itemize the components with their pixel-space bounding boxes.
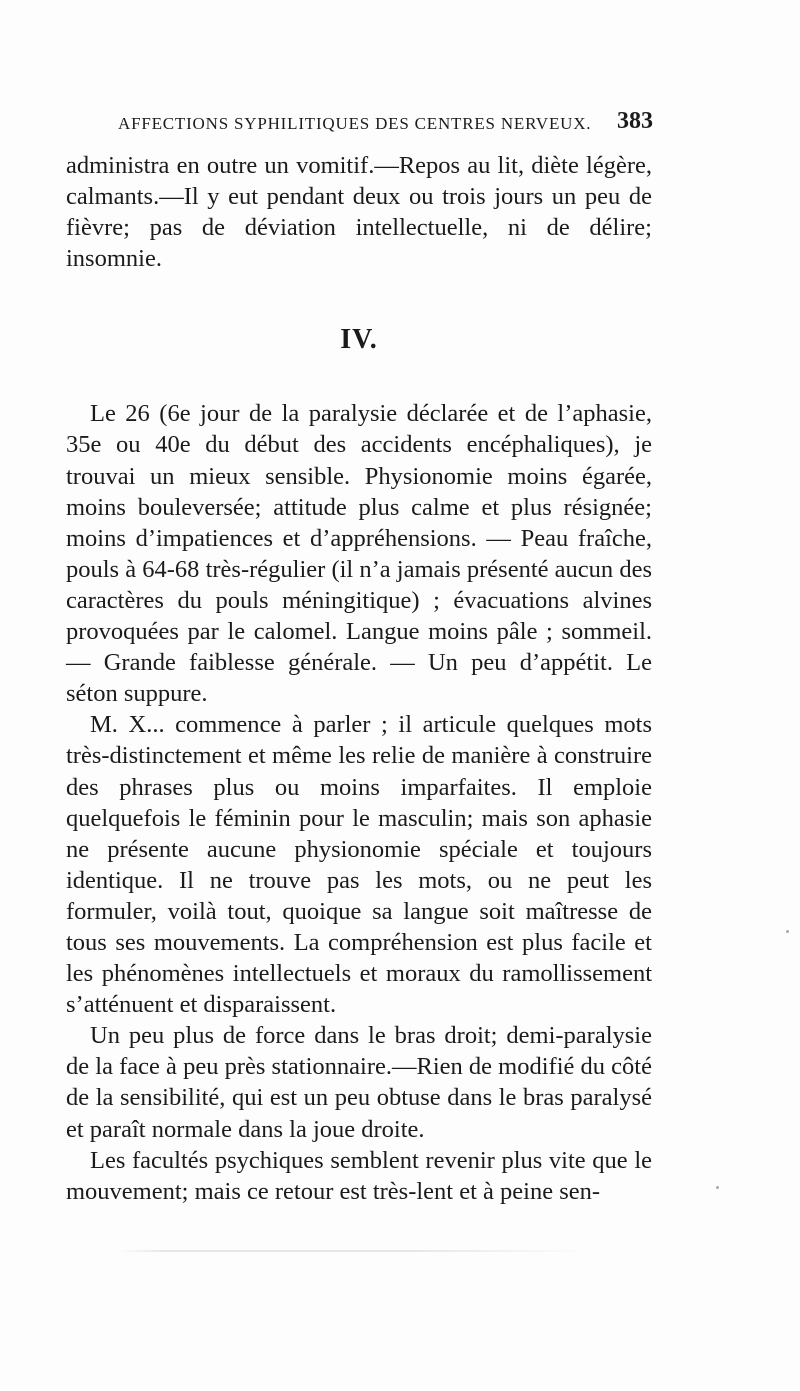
page-header xyxy=(118,108,653,142)
bleed-through-line xyxy=(120,1250,590,1252)
paragraph-3: M. X... commence à parler ; il articule quelques mots très-distinctement et même les relie de manière à construire des phrases plus ou moins imparfaites. Il emploie quelquefois le féminin pour le masculin; mais son aphasie ne présente aucune physionomie spéciale et toujours identique. Il ne trouve pas les mots, ou ne peut les formuler, voilà tout, quoique sa langue soit maîtresse de tous ses mouvements. La compréhension est plus facile et les phénomènes intellectuels et moraux du ramollissement s’atténuent et disparaissent. xyxy=(66,711,652,1019)
paper-speck-1 xyxy=(786,930,789,933)
bleed-through-footer-mark xyxy=(120,1242,590,1264)
paper-speck-2 xyxy=(716,1186,719,1189)
page-number: 383 xyxy=(617,108,653,134)
body-text xyxy=(66,150,652,1207)
paragraph-1: administra en outre un vomitif.—Repos au lit, diète légère, calmants.—Il y eut pendant deux ou trois jours un peu de fièvre; pas de déviation intellectuelle, ni de délire; insomnie. xyxy=(66,152,652,273)
paragraph-4: Un peu plus de force dans le bras droit; demi-paralysie de la face à peu près stationnaire.—Rien de modifié du côté de la sensibilité, qui est un peu obtuse dans le bras paralysé et paraît normale dans la joue droite. xyxy=(66,1022,652,1143)
paragraph-5: Les facultés psychiques semblent revenir plus vite que le mouvement; mais ce retour est très-lent et à peine sen- xyxy=(66,1146,652,1205)
paragraph-2: Le 26 (6e jour de la paralysie déclarée et de l’aphasie, 35e ou 40e du début des accidents encéphaliques), je trouvai un mieux sensible. Physionomie moins égarée, moins bouleversée; attitude plus calme et plus résignée; moins d’impatiences et d’appréhensions. — Peau fraîche, pouls à 64-68 très-régulier (il n’a jamais présenté aucun des caractères du pouls méningitique) ; évacuations alvines provoquées par le calomel. Langue moins pâle ; sommeil. — Grande faiblesse générale. — Un peu d’appétit. Le séton suppure. xyxy=(66,400,652,708)
section-heading: IV. xyxy=(340,324,378,356)
running-head: AFFECTIONS SYPHILITIQUES DES CENTRES NERVEUX. xyxy=(118,114,592,133)
